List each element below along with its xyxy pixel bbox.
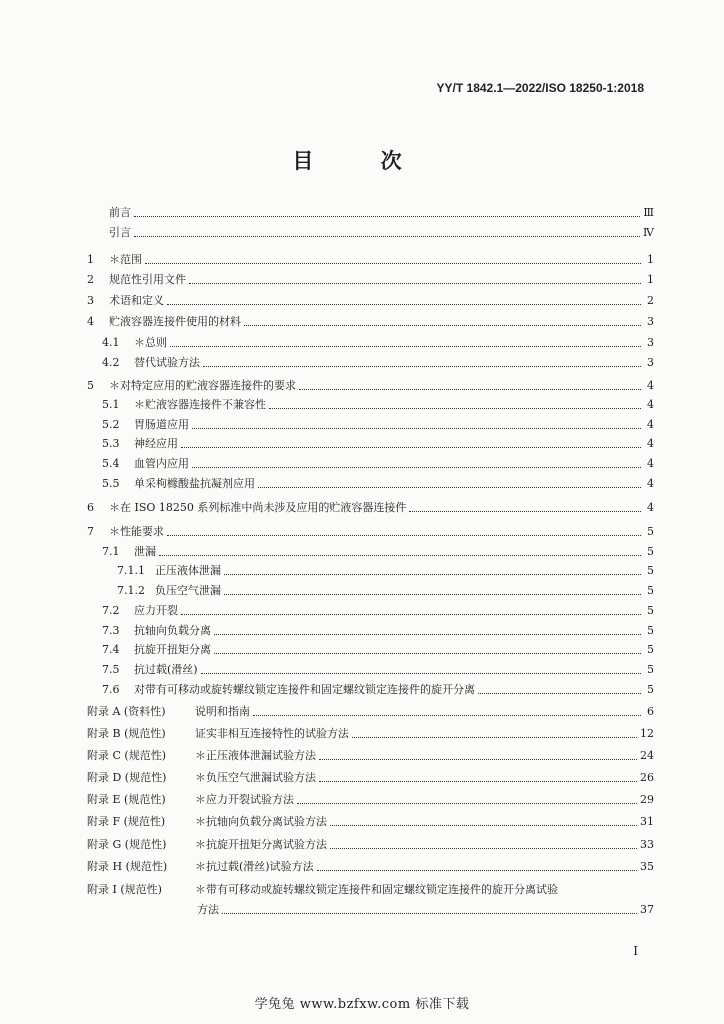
dot-leader (189, 272, 641, 284)
toc-entry[interactable] (87, 814, 654, 830)
toc-entry[interactable] (87, 642, 654, 658)
toc-entry-number: 3 (87, 294, 94, 307)
dot-leader (159, 544, 641, 556)
dot-leader (299, 378, 641, 390)
toc-entry-page: 4 (647, 457, 654, 470)
toc-entry-number: 7.5 (102, 663, 120, 676)
toc-entry-title: ＊在 ISO 18250 系列标准中尚未涉及应用的贮液容器连接件 (109, 501, 407, 514)
toc-entry-page: Ⅳ (643, 226, 654, 239)
toc-entry-number: 5 (87, 379, 94, 392)
dot-leader (319, 748, 637, 760)
toc-entry[interactable] (87, 417, 654, 433)
toc-entry-title: 血管内应用 (134, 457, 189, 470)
toc-entry-number: 7.2 (102, 604, 120, 617)
toc-entry-page: 4 (647, 418, 654, 431)
toc-entry-number: 附录 C (规范性) (87, 749, 166, 762)
toc-entry-number: 6 (87, 501, 94, 514)
toc-entry[interactable] (87, 378, 654, 394)
toc-entry-title: ＊抗轴向负载分离试验方法 (195, 815, 327, 828)
toc-entry-page: 35 (640, 860, 654, 873)
toc-entry-title: 负压空气泄漏 (155, 584, 221, 597)
toc-entry-title: 引言 (109, 226, 131, 239)
toc-entry-title: ＊性能要求 (109, 525, 164, 538)
dot-leader (167, 293, 641, 305)
toc-entry-title-continued: 方法 (197, 903, 219, 916)
toc-entry-page: 5 (647, 643, 654, 656)
toc-entry-page: 24 (640, 749, 654, 762)
dot-leader (134, 225, 640, 237)
dot-leader (319, 770, 637, 782)
toc-entry-number: 5.4 (102, 457, 120, 470)
dot-leader (409, 500, 641, 512)
dot-leader (167, 524, 641, 536)
toc-entry-title: 说明和指南 (195, 705, 250, 718)
toc-entry-title: 抗轴向负载分离 (134, 624, 211, 637)
toc-entry-title: 正压液体泄漏 (155, 564, 221, 577)
toc-entry-title: 贮液容器连接件使用的材料 (109, 315, 241, 328)
toc-entry[interactable] (87, 583, 654, 599)
toc-entry-page: 5 (647, 663, 654, 676)
toc-entry-page: 3 (647, 356, 654, 369)
toc-entry-page: 5 (647, 525, 654, 538)
page-title: 目 次 (292, 149, 432, 173)
dot-leader (203, 355, 641, 367)
toc-entry-continued[interactable] (197, 902, 654, 918)
toc-entry[interactable] (87, 476, 654, 492)
dot-leader (192, 417, 641, 429)
toc-entry[interactable] (87, 837, 654, 853)
dot-leader (352, 726, 637, 738)
dot-leader (145, 252, 641, 264)
toc-entry-number: 5.1 (102, 398, 120, 411)
toc-entry-page: 37 (640, 903, 654, 916)
toc-entry-page: 1 (647, 273, 654, 286)
toc-entry[interactable] (87, 748, 654, 764)
toc-entry-number: 附录 F (规范性) (87, 815, 166, 828)
toc-entry-title: 应力开裂 (134, 604, 178, 617)
toc-entry-title: 替代试验方法 (134, 356, 200, 369)
toc-entry-number: 5.2 (102, 418, 120, 431)
toc-entry-page: 5 (647, 683, 654, 696)
dot-leader (317, 859, 637, 871)
toc-entry[interactable] (87, 252, 654, 268)
toc-entry[interactable] (87, 726, 654, 742)
toc-entry[interactable] (87, 314, 654, 330)
dot-leader (330, 814, 637, 826)
toc-entry-title: ＊应力开裂试验方法 (195, 793, 294, 806)
toc-entry-page: 31 (640, 815, 654, 828)
standard-code: YY/T 1842.1—2022/ISO 18250-1:2018 (436, 81, 644, 95)
toc-entry-title: ＊贮液容器连接件不兼容性 (134, 398, 266, 411)
toc-entry-page: 5 (647, 545, 654, 558)
toc-entry-page: Ⅲ (643, 206, 654, 219)
toc-entry-number: 4.2 (102, 356, 120, 369)
dot-leader (201, 662, 641, 674)
toc-entry-title: ＊对特定应用的贮液容器连接件的要求 (109, 379, 296, 392)
toc-entry-title: ＊抗过载(滑丝)试验方法 (195, 860, 314, 873)
toc-entry-number: 4.1 (102, 336, 120, 349)
toc-entry-page: 5 (647, 584, 654, 597)
toc-entry[interactable] (87, 623, 654, 639)
dot-leader (330, 837, 637, 849)
toc-entry-page: 29 (640, 793, 654, 806)
dot-leader (478, 682, 641, 694)
toc-entry-number: 7.1.2 (117, 584, 145, 597)
dot-leader (269, 397, 641, 409)
dot-leader (222, 902, 637, 914)
toc-entry-number: 7.6 (102, 683, 120, 696)
page-number: I (633, 944, 638, 958)
toc-entry-title: ＊范围 (109, 253, 142, 266)
toc-entry-page: 2 (647, 294, 654, 307)
toc-entry-number: 附录 H (规范性) (87, 860, 168, 873)
toc-entry[interactable] (87, 544, 654, 560)
dot-leader (134, 205, 640, 217)
toc-entry-page: 3 (647, 315, 654, 328)
toc-entry-page: 5 (647, 624, 654, 637)
toc-entry[interactable] (87, 456, 654, 472)
toc-entry-page: 4 (647, 398, 654, 411)
dot-leader (224, 563, 641, 575)
toc-entry-number: 1 (87, 253, 94, 266)
toc-entry[interactable] (87, 272, 654, 288)
dot-leader (297, 792, 637, 804)
toc-entry-title: 抗旋开扭矩分离 (134, 643, 211, 656)
toc-entry-title: ＊抗旋开扭矩分离试验方法 (195, 838, 327, 851)
dot-leader (253, 704, 641, 716)
toc-entry-title: 规范性引用文件 (109, 273, 186, 286)
toc-entry-number: 4 (87, 315, 94, 328)
toc-entry-title: 单采枸橼酸盐抗凝剂应用 (134, 477, 255, 490)
toc-entry-number: 7.1 (102, 545, 120, 558)
toc-entry[interactable] (87, 397, 654, 413)
toc-entry-page: 3 (647, 336, 654, 349)
toc-entry-page: 4 (647, 379, 654, 392)
toc-entry-number: 附录 D (规范性) (87, 771, 167, 784)
toc-entry-number: 附录 E (规范性) (87, 793, 166, 806)
toc-entry-number: 7.1.1 (117, 564, 145, 577)
toc-entry-title: 泄漏 (134, 545, 156, 558)
toc-entry-title: ＊负压空气泄漏试验方法 (195, 771, 316, 784)
dot-leader (214, 623, 641, 635)
toc-entry-number: 附录 A (资料性) (87, 705, 166, 718)
toc-entry[interactable] (87, 770, 654, 786)
toc-entry[interactable] (87, 603, 654, 619)
toc-entry[interactable] (87, 355, 654, 371)
dot-leader (181, 436, 641, 448)
toc-entry[interactable] (87, 662, 654, 678)
toc-entry-title: 神经应用 (134, 437, 178, 450)
toc-entry-number: 附录 I (规范性) (87, 883, 162, 896)
toc-entry-page: 4 (647, 437, 654, 450)
dot-leader (244, 314, 641, 326)
dot-leader (192, 456, 641, 468)
toc-entry-number: 7.3 (102, 624, 120, 637)
toc-entry[interactable] (87, 293, 654, 309)
toc-entry-page: 5 (647, 604, 654, 617)
toc-entry-number: 2 (87, 273, 94, 286)
toc-entry-page: 6 (647, 705, 654, 718)
toc-entry[interactable] (87, 704, 654, 720)
toc-entry-title: ＊正压液体泄漏试验方法 (195, 749, 316, 762)
toc-entry-page: 12 (640, 727, 654, 740)
toc-entry-page: 26 (640, 771, 654, 784)
toc-entry[interactable] (87, 500, 654, 516)
toc-entry-title: 对带有可移动或旋转螺纹锁定连接件和固定螺纹锁定连接件的旋开分离 (134, 683, 475, 696)
toc-entry-number: 5.3 (102, 437, 120, 450)
dot-leader (170, 335, 641, 347)
toc-entry[interactable] (87, 335, 654, 351)
toc-entry-page: 33 (640, 838, 654, 851)
toc-entry-number: 5.5 (102, 477, 120, 490)
toc-entry-page: 1 (647, 253, 654, 266)
dot-leader (224, 583, 641, 595)
dot-leader (258, 476, 641, 488)
toc-entry-title: 术语和定义 (109, 294, 164, 307)
toc-entry[interactable] (87, 792, 654, 808)
dot-leader (214, 642, 641, 654)
toc-entry[interactable] (87, 436, 654, 452)
toc-entry[interactable] (87, 225, 654, 241)
toc-entry[interactable] (87, 563, 654, 579)
toc-entry[interactable] (87, 859, 654, 875)
toc-entry[interactable] (87, 524, 654, 540)
toc-entry-title: 前言 (109, 206, 131, 219)
toc-entry-title: ＊带有可移动或旋转螺纹锁定连接件和固定螺纹锁定连接件的旋开分离试验 (195, 883, 558, 896)
toc-entry-number: 附录 G (规范性) (87, 838, 167, 851)
toc-entry[interactable] (87, 205, 654, 221)
toc-entry-page: 4 (647, 477, 654, 490)
toc-entry-number: 7.4 (102, 643, 120, 656)
toc-entry-number: 附录 B (规范性) (87, 727, 166, 740)
footer-watermark: 学兔兔 www.bzfxw.com 标准下载 (254, 997, 470, 1012)
toc-entry-title: 胃肠道应用 (134, 418, 189, 431)
toc-entry-title: 证实非相互连接特性的试验方法 (195, 727, 349, 740)
toc-entry-page: 5 (647, 564, 654, 577)
dot-leader (181, 603, 641, 615)
toc-entry-page: 4 (647, 501, 654, 514)
toc-entry[interactable] (87, 882, 654, 898)
toc-entry-title: ＊总则 (134, 336, 167, 349)
toc-entry[interactable] (87, 682, 654, 698)
toc-entry-number: 7 (87, 525, 94, 538)
toc-entry-title: 抗过载(滑丝) (134, 663, 198, 676)
